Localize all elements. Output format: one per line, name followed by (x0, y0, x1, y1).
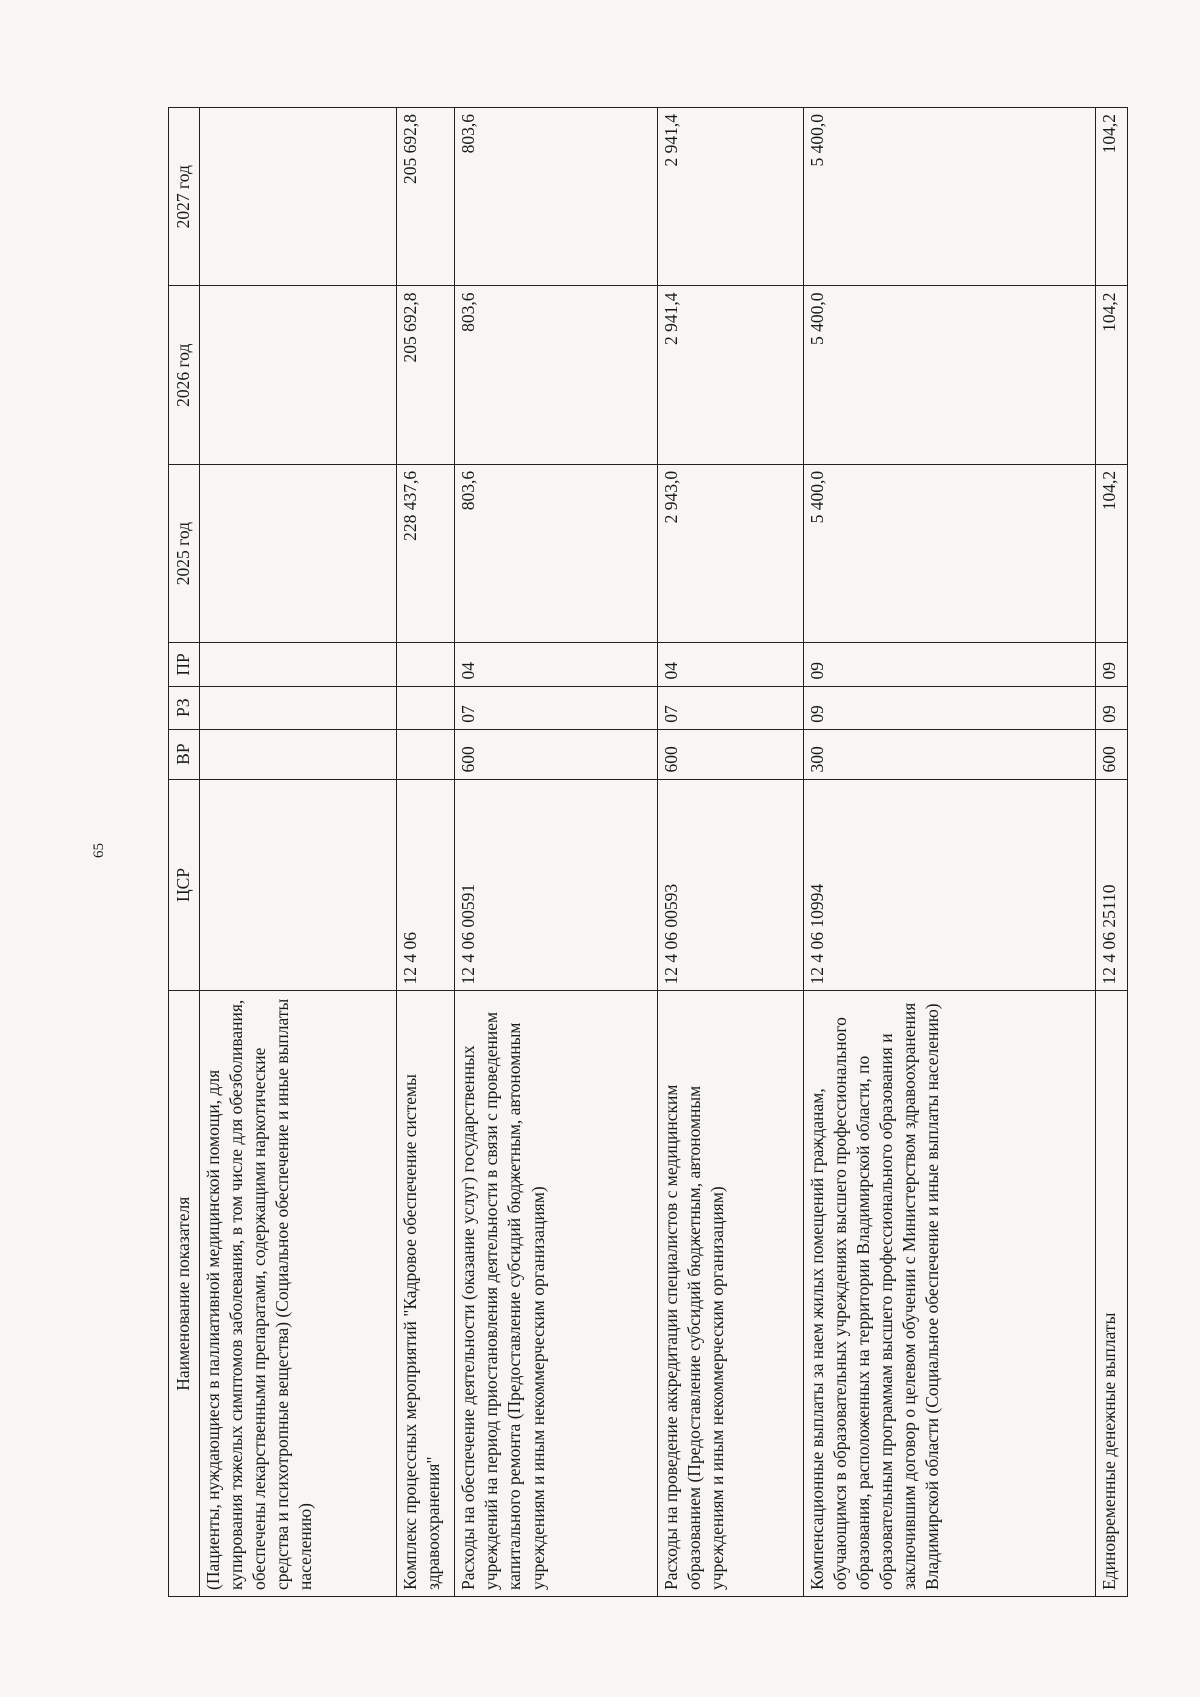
row-vr: 600 (657, 729, 803, 779)
row-2027: 5 400,0 (803, 108, 1095, 286)
row-2026: 2 941,4 (657, 286, 803, 464)
row-2027: 205 692,8 (396, 108, 454, 286)
row-pr: 09 (803, 643, 1095, 686)
table-row (657, 108, 803, 1597)
row-vr (200, 729, 397, 779)
row-2025: 5 400,0 (803, 464, 1095, 642)
row-rz: 09 (803, 686, 1095, 729)
table-row (455, 108, 657, 1597)
header-rz: РЗ (169, 686, 200, 729)
table-row (200, 108, 397, 1597)
header-csr: ЦСР (169, 779, 200, 991)
row-name: (Пациенты, нуждающиеся в паллиативной медицинской помощи, для купирования тяжелых симптомов заболевания, в том числе для обезболивания, обеспечены лекарственными препаратами, содержащими наркотические средства и психотропные вещества) (Социальное обеспечение и иные выплаты населению) (200, 991, 397, 1597)
row-2026: 104,2 (1096, 286, 1128, 464)
row-rz: 07 (657, 686, 803, 729)
row-rz (200, 686, 397, 729)
row-rz (396, 686, 454, 729)
table-row (396, 108, 454, 1597)
table-row (803, 108, 1095, 1597)
row-2027 (200, 108, 397, 286)
row-2026: 803,6 (455, 286, 657, 464)
row-2025: 2 943,0 (657, 464, 803, 642)
row-2026: 205 692,8 (396, 286, 454, 464)
row-pr: 04 (657, 643, 803, 686)
header-name: Наименование показателя (169, 991, 200, 1597)
rotated-table-wrapper (168, 107, 1128, 1597)
header-row (169, 108, 200, 1597)
page-number: 65 (91, 843, 107, 858)
row-vr: 600 (1096, 729, 1128, 779)
row-name: Единовременные денежные выплаты (1096, 991, 1128, 1597)
row-vr (396, 729, 454, 779)
row-csr (200, 779, 397, 991)
row-csr: 12 4 06 00591 (455, 779, 657, 991)
row-name: Комплекс процессных мероприятий "Кадровое обеспечение системы здравоохранения" (396, 991, 454, 1597)
row-name: Расходы на проведение аккредитации специалистов с медицинским образованием (Предоставление субсидий бюджетным, автономным учреждениям и иным некоммерческим организациям) (657, 991, 803, 1597)
row-pr (396, 643, 454, 686)
row-2027: 2 941,4 (657, 108, 803, 286)
row-pr: 04 (455, 643, 657, 686)
row-pr (200, 643, 397, 686)
row-rz: 07 (455, 686, 657, 729)
budget-table (168, 107, 1128, 1597)
row-2026: 5 400,0 (803, 286, 1095, 464)
header-vr: ВР (169, 729, 200, 779)
row-2025 (200, 464, 397, 642)
row-2025: 803,6 (455, 464, 657, 642)
header-2026: 2026 год (169, 286, 200, 464)
table-row (1096, 108, 1128, 1597)
row-name: Компенсационные выплаты за наем жилых помещений гражданам, обучающимся в образовательных учреждениях высшего профессионального образования, расположенных на территории Владимирской области, по образовательным программам высшего профессионального образования и заключившим договор о целевом обучении с Министерством здравоохранения Владимирской области (Социальное обеспечение и иные выплаты населению) (803, 991, 1095, 1597)
row-vr: 300 (803, 729, 1095, 779)
row-csr: 12 4 06 25110 (1096, 779, 1128, 991)
row-pr: 09 (1096, 643, 1128, 686)
row-2025: 104,2 (1096, 464, 1128, 642)
row-rz: 09 (1096, 686, 1128, 729)
row-csr: 12 4 06 00593 (657, 779, 803, 991)
row-2027: 104,2 (1096, 108, 1128, 286)
row-name: Расходы на обеспечение деятельности (оказание услуг) государственных учреждений на период приостановления деятельности в связи с проведением капитального ремонта (Предоставление субсидий бюджетным, автономным учреждениям и иным некоммерческим организациям) (455, 991, 657, 1597)
header-2027: 2027 год (169, 108, 200, 286)
row-2026 (200, 286, 397, 464)
row-2025: 228 437,6 (396, 464, 454, 642)
row-csr: 12 4 06 10994 (803, 779, 1095, 991)
row-vr: 600 (455, 729, 657, 779)
row-csr: 12 4 06 (396, 779, 454, 991)
header-2025: 2025 год (169, 464, 200, 642)
header-pr: ПР (169, 643, 200, 686)
row-2027: 803,6 (455, 108, 657, 286)
